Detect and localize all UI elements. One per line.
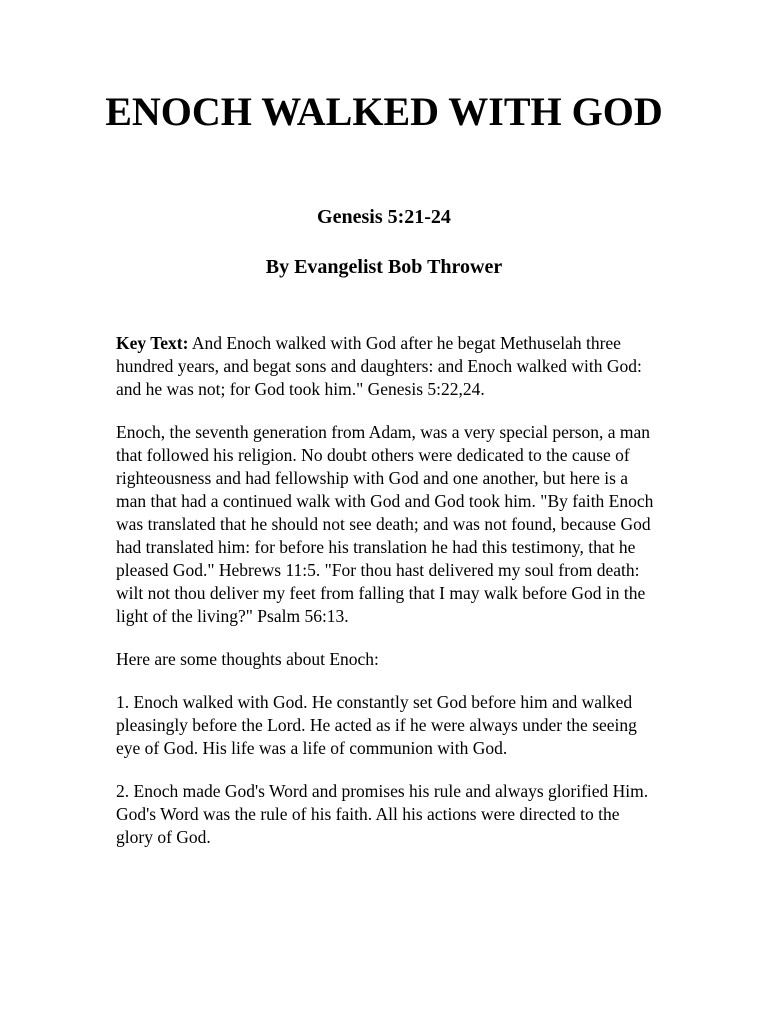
- body-paragraph: 2. Enoch made God's Word and promises his rule and always glorified Him. God's Word was the rule of his faith. All his actions were directed to the glory of God.: [116, 781, 649, 847]
- body-paragraph: Here are some thoughts about Enoch:: [116, 649, 379, 669]
- page-title: ENOCH WALKED WITH GOD: [105, 89, 663, 134]
- key-text-label: Key Text:: [116, 333, 189, 353]
- scripture-reference: Genesis 5:21-24: [317, 206, 451, 228]
- key-text: And Enoch walked with God after he begat Methuselah three hundred years, and begat sons and daughters: and Enoch walked with God: and he was not; for God took him." Genesis 5:22,24.: [116, 333, 642, 399]
- author-line: By Evangelist Bob Thrower: [265, 256, 503, 278]
- key-text-paragraph: [116, 332, 656, 401]
- body-paragraph: 1. Enoch walked with God. He constantly set God before him and walked pleasingly before the Lord. He acted as if he were always under the seeing eye of God. His life was a life of communion with God.: [116, 692, 637, 758]
- document-body: [116, 332, 656, 869]
- body-paragraph: Enoch, the seventh generation from Adam, was a very special person, a man that followed his religion. No doubt others were dedicated to the cause of righteousness and had fellowship with God and one another, but here is a man that had a continued walk with God and God took him. "By faith Enoch was translated that he should not see death; and was not found, because God had translated him: for before his translation he had this testimony, that he pleased God." Hebrews 11:5. "For thou hast delivered my soul from death: wilt not thou deliver my feet from falling that I may walk before God in the light of the living?" Psalm 56:13.: [116, 422, 654, 626]
